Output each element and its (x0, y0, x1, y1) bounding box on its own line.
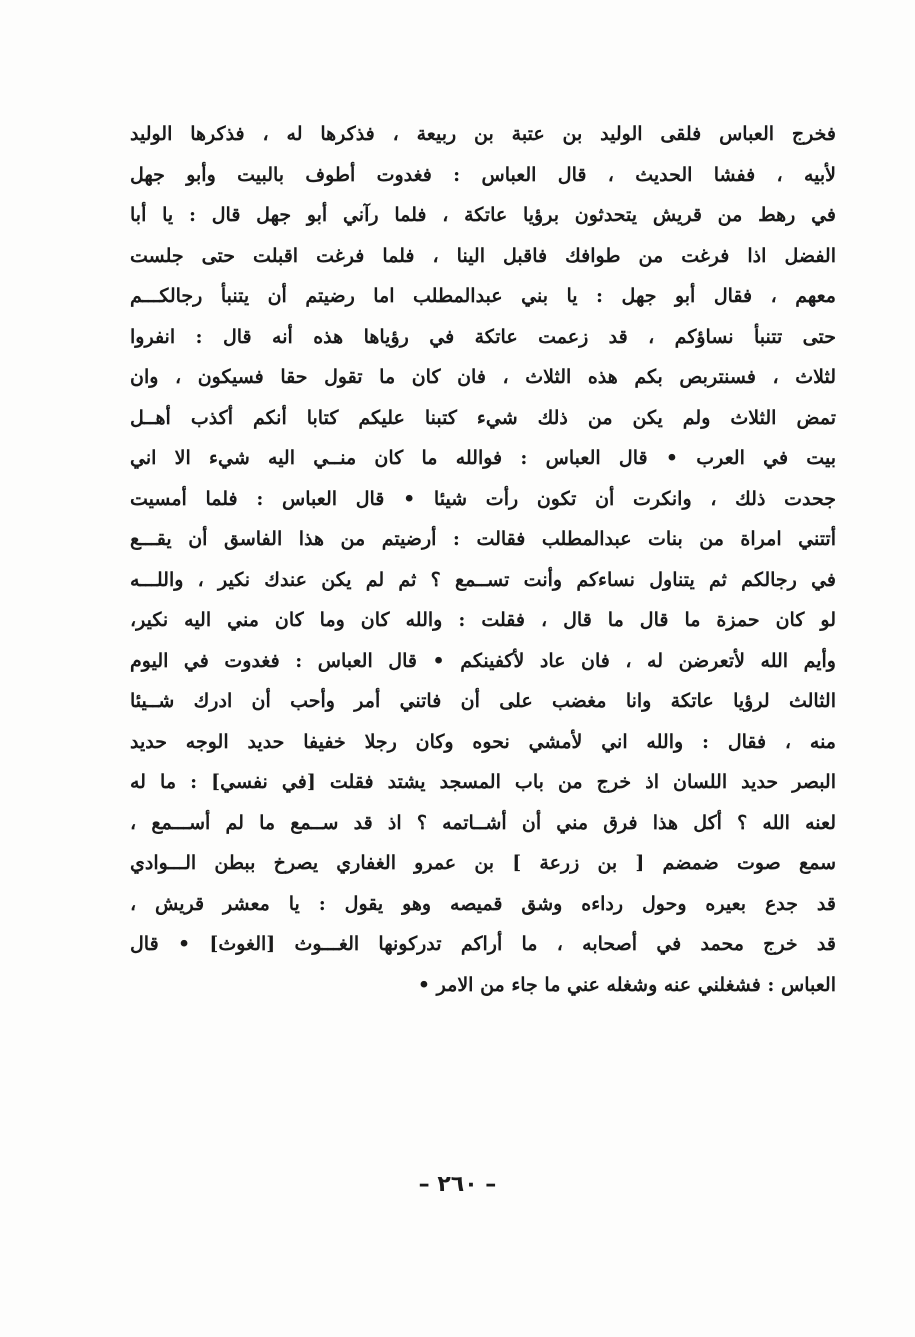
text-line: قد خرج محمد في أصحابه ، ما أراكم تدركونها الغـــوث [الغوث] • قال (130, 933, 836, 955)
text-line: لأبيه ، ففشا الحديث ، قال العباس : فغدوت أطوف بالبيت وأبو جهل (130, 163, 836, 186)
text-line: في رهط من قريش يتحدثون برؤيا عاتكة ، فلما رآني أبو جهل قال : يا أبا (130, 204, 836, 226)
page-number: – ٢٦٠ – (418, 1172, 497, 1197)
text-line: قد جدع بعيره وحول رداءه وشق قميصه وهو يقول : يا معشر قريش ، (130, 892, 836, 915)
body-text (130, 114, 836, 1005)
text-line: في رجالكم ثم يتناول نساءكم وأنت تســمع ؟ ثم لم يكن عندك نكير ، واللـــه (130, 568, 836, 591)
text-line: جحدت ذلك ، وانكرت أن تكون رأت شيئا • قال العباس : فلما أمسيت (130, 487, 836, 510)
text-line: لعنه الله ؟ أكل هذا فرق مني أن أشــاتمه ؟ اذ قد ســمع ما لم أســـمع ، (130, 811, 836, 834)
text-line: سمع صوت ضمضم [ بن زرعة ] بن عمرو الغفاري يصرخ ببطن الـــوادي (130, 852, 836, 874)
text-line: العباس : فشغلني عنه وشغله عني ما جاء من الامر • (417, 973, 836, 996)
text-line: تمض الثلاث ولم يكن من ذلك شيء كتبنا عليكم كتابا أنكم أكذب أهــل (130, 406, 836, 429)
text-line: منه ، فقال : والله اني لأمشي نحوه وكان رجلا خفيفا حديد الوجه حديد (130, 730, 836, 753)
text-line: فخرج العباس فلقى الوليد بن عتبة بن ربيعة ، فذكرها له ، فذكرها الوليد (130, 123, 836, 145)
text-line: الثالث لرؤيا عاتكة وانا مغضب على أن فاتني أمر وأحب أن ادرك شــيئا (130, 690, 836, 712)
text-line: البصر حديد اللسان اذ خرج من باب المسجد يشتد فقلت [في نفسي] : ما له (130, 771, 836, 793)
text-line: لو كان حمزة ما قال ما قال ، فقلت : والله كان وما كان مني اليه نكير، (130, 609, 836, 631)
text-line: بيت في العرب • قال العباس : فوالله ما كان منــي اليه شيء الا اني (130, 447, 836, 469)
text-line: أتتني امراة من بنات عبدالمطلب فقالت : أرضيتم من هذا الفاسق أن يقـــع (130, 528, 836, 550)
text-line: وأيم الله لأتعرضن له ، فان عاد لأكفينكم • قال العباس : فغدوت في اليوم (130, 649, 836, 672)
text-line: معهم ، فقال أبو جهل : يا بني عبدالمطلب اما رضيتم أن يتنبأ رجالكـــم (130, 285, 836, 307)
text-line: الفضل اذا فرغت من طوافك فاقبل الينا ، فلما فرغت اقبلت حتى جلست (130, 244, 836, 267)
text-line: حتى تتنبأ نساؤكم ، قد زعمت عاتكة في رؤياها هذه أنه قال : انفروا (130, 325, 836, 348)
text-line: لثلاث ، فسنتربص بكم هذه الثلاث ، فان كان ما تقول حقا فسيكون ، وان (130, 366, 836, 388)
